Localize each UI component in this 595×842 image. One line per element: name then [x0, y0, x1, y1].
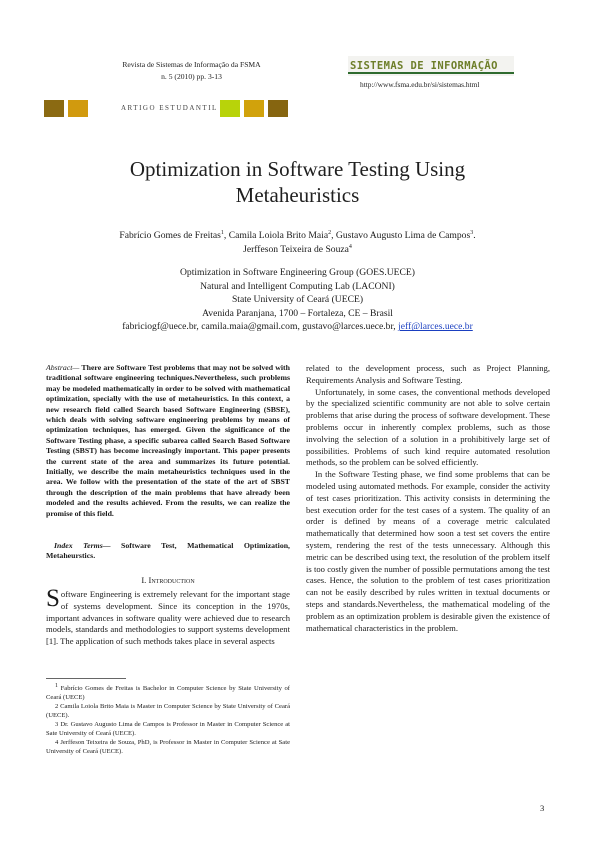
paper-title [40, 156, 555, 208]
affiliation-line: State University of Ceará (UECE) [231, 294, 364, 306]
author-name: Camila Loiola Brito Maia [228, 230, 329, 241]
author-name: Jerffeson Teixeira de Souza [243, 244, 349, 255]
body-paragraph: related to the development process, such as Project Planning, Requirements Analysis and Software Testing. [306, 363, 550, 385]
band-label: ARTIGO ESTUDANTIL [121, 104, 218, 112]
author-name: Gustavo Augusto Lima de Campos [335, 230, 471, 241]
author-mark: 1 [220, 229, 224, 236]
journal-info [100, 59, 283, 83]
title-line: Optimization in Software Testing Using [129, 157, 466, 181]
body-paragraph: Unfortunately, in some cases, the conventional methods developed by the specialized scientific community are not able to solve certain problems that arise during the process of software development. These problems occur in inherently complex problems, such as those involving the selection of a solution in a prohibitively large set of possibilities. Problems of such kind require automated resolution methods, so the problem can be solved efficiently. [306, 386, 550, 468]
author-mark: 3 [470, 229, 474, 236]
footnote-text: Dr. Gustavo Augusto Lima de Campos is Professor in Master in Computer Science at Sate University of Ceará (UECE). [46, 721, 291, 737]
section-title: Introduction [148, 575, 195, 585]
title-line: Metaheuristics [235, 183, 360, 207]
author-list: Fabrício Gomes de Freitas$^1$, Camila Loiola Brito Maia$^2$, Gustavo Augusto Lima de Campos$^3$. Jerffeson Teixeira de Souza$^4$ [119, 229, 476, 255]
email-link[interactable]: jeff@larces.uece.br [398, 321, 473, 333]
journal-name: Revista de Sistemas de Informação da FSMA [122, 60, 261, 69]
footnote-mark: 2 [55, 703, 59, 710]
band-square [44, 100, 64, 117]
band-square [220, 100, 240, 117]
affiliation-line: Optimization in Software Engineering Group (GOES.UECE) [179, 267, 415, 278]
footnote-rule [46, 678, 126, 679]
footnote-text: Camila Loiola Brito Maia is Master in Computer Science by State University of Ceará (UECE). [46, 703, 290, 719]
index-terms-label: Index Terms— [54, 541, 111, 550]
emails: fabriciogf@uece.br, camila.maia@gmail.com, gustavo@larces.uece.br, [122, 321, 396, 333]
footnote-text: Jerffeson Teixeira de Souza, PhD, is Professor in Master in Computer Science at Sate University of Ceará (UECE). [46, 739, 290, 755]
footnote-text: Fabrício Gomes de Freitas is Bachelor in Computer Science by State University of Ceará (UECE) [46, 685, 290, 701]
intro-text: oftware Engineering is extremely relevant for the important stage of systems development. Since its conception in the 1970s, important advances in software quality were achieved due to research models, standards and methodologies to support systems development [1]. The application of such methods takes place in several aspects [46, 589, 290, 647]
logo-text: SISTEMAS DE INFORMAÇÃO [350, 60, 498, 72]
index-terms-text: Software Test, Mathematical Optimization, Metaheurstics. [46, 541, 291, 561]
author-mark: 2 [328, 229, 332, 236]
author-mark: 4 [348, 243, 352, 250]
section-number: I. [141, 575, 147, 585]
drop-cap: S [46, 585, 60, 612]
journal-logo [348, 56, 514, 76]
journal-url[interactable]: http://www.fsma.edu.br/si/sistemas.html [360, 80, 480, 89]
footnote-mark: 4 [55, 739, 59, 746]
footnote [46, 684, 290, 702]
affiliation-line: Avenida Paranjana, 1700 – Fortaleza, CE – Brasil [202, 307, 393, 319]
journal-issue: n. 5 (2010) pp. 3-13 [161, 72, 222, 81]
intro-paragraph [46, 585, 290, 648]
affiliation-line: Natural and Intelligent Computing Lab (LACONI) [200, 280, 395, 292]
author-name: Fabrício Gomes de Freitas [119, 230, 221, 241]
section-heading [46, 575, 290, 585]
footnotes [46, 684, 290, 756]
email-line [40, 320, 555, 334]
abstract [46, 363, 290, 519]
section-band [44, 100, 274, 117]
footnote [46, 738, 290, 756]
affiliations [40, 266, 555, 334]
abstract-text: There are Software Test problems that may not be solved with traditional software engineering techniques.Nevertheless, such problems may be modeled mathematically in order to be solved with mathematical optimization, specially with the use of metaheuristics. In this context, a new research field called Search based Software Engineering (SBSE), which deals with solving software engineering problems by means of optimization techniques, has emerged. Given the significance of the Software Testing phase, a specific subarea called Search Based Software Testing (SBST) has become increasingly important. This paper presents the current state of the area and summarizes its future potential. Initially, we describe the main metaheuristics techniques used in the area. We follow with the presentation of the state of the art of SBST through the description of the main problems that have already been modeled and the results achieved. From the results, we can realize the promise of this field. [46, 363, 290, 518]
abstract-label: Abstract— [46, 363, 80, 372]
footnote [46, 702, 290, 720]
band-square [96, 100, 116, 117]
body-paragraph: In the Software Testing phase, we find some problems that can be modeled using automated methods. For example, consider the activity of test cases prioritization. This activity consists in determining the best execution order for the test cases of a system. The quality of an order is defined by means of a coverage metric calculated mathematically that determined how soon a test set covers the entire system, rendering the rest of the tests unnecessary. Although this metric can be described using text, the resolution of the problem itself is too costly given the number of possible permutations among the test cases. Hence, the solution to the problem of test cases prioritization can not be easily described by rules written in textual documents or steps and standards.Nevertheless, the mathematical modeling of the problem as an optimization problem is desirable given the existence of mathematical characteristics in the problem. [306, 469, 550, 633]
band-square [268, 100, 288, 117]
footnote-mark: 3 [55, 721, 59, 728]
logo-underline [348, 72, 514, 74]
band-square [68, 100, 88, 117]
footnote [46, 720, 290, 738]
band-square [244, 100, 264, 117]
index-terms [46, 541, 290, 562]
page-number: 3 [540, 803, 545, 813]
footnote-mark: 1 [55, 682, 58, 689]
right-column [306, 363, 550, 634]
